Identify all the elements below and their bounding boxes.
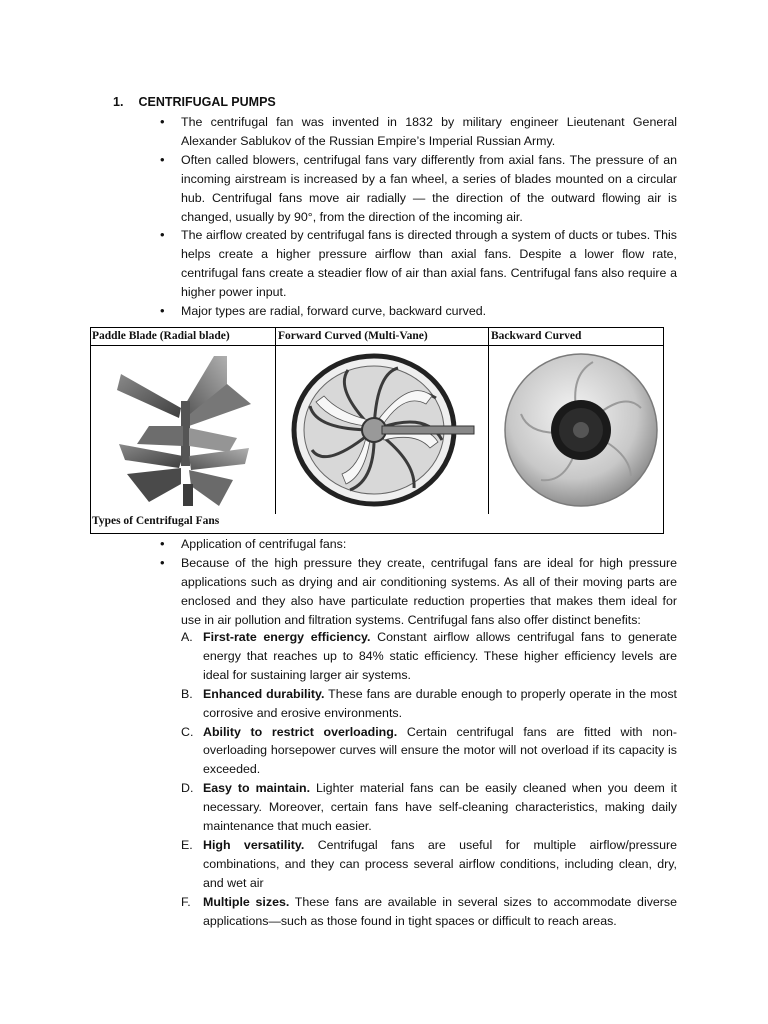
bullet-item: • Often called blowers, centrifugal fans vary differently from axial fans. The pressure of an incoming airstream is increased by a fan wheel, a series of blades mounted on a circular hub. Centrifugal fans move air radially — the direction of the outward flowing air is changed, usually by 90°, from the direction of the incoming air. — [160, 151, 677, 227]
column-divider — [488, 328, 489, 514]
forward-curved-fan-image — [286, 350, 476, 512]
benefit-item — [181, 723, 677, 780]
benefit-title: Easy to maintain. — [203, 781, 311, 796]
benefit-title: High versatility. — [203, 837, 305, 852]
benefit-item — [181, 779, 677, 836]
benefit-title: Multiple sizes. — [203, 894, 290, 909]
benefit-item — [181, 628, 677, 685]
benefit-letter: B. — [181, 686, 193, 701]
section-number: 1. — [113, 95, 124, 109]
benefit-text: These fans are durable enough to properly operate in the most corrosive and erosive environments. — [203, 686, 677, 720]
bullet-item: • Major types are radial, forward curve, backward curved. — [160, 302, 677, 321]
bullet-item: • Because of the high pressure they create, centrifugal fans are ideal for high pressure applications such as drying and air conditioning systems. As all of their moving parts are enclosed and they also have particulate reduction properties that makes them ideal for use in air pollution and filtration systems. Centrifugal fans also offer distinct benefits: — [160, 554, 677, 630]
benefit-text: Certain centrifugal fans are fitted with non-overloading horsepower curves will ensure the motor will not overload if its capacity is exceeded. — [203, 724, 678, 777]
benefit-text: Constant airflow allows centrifugal fans to generate energy that reaches up to 84% static efficiency. These higher efficiency levels are ideal for sustaining larger air systems. — [203, 630, 677, 682]
header-divider — [91, 345, 663, 346]
benefit-text: Lighter material fans can be easily cleaned when you deem it necessary. Moreover, certain fans have self-cleaning characteristics, making daily maintenance that much easier. — [203, 781, 677, 834]
section-heading — [113, 95, 276, 109]
column-header-forward: Forward Curved (Multi-Vane) — [278, 330, 428, 342]
benefit-item — [181, 836, 677, 893]
bullet-item: • The airflow created by centrifugal fans is directed through a system of ducts or tubes. This helps create a higher pressure airflow than axial fans. Despite a lower flow rate, centrifugal fans create a steadier flow of air than axial fans. Centrifugal fans also require a higher power input. — [160, 226, 677, 302]
bullet-item: • Application of centrifugal fans: — [160, 535, 677, 554]
benefit-text: Centrifugal fans are useful for multiple airflow/pressure combinations, and they can process several airflow conditions, including clean, dry, and wet air — [203, 837, 677, 890]
fan-types-table — [90, 327, 664, 534]
benefits-list — [181, 628, 677, 931]
section-title: CENTRIFUGAL PUMPS — [138, 95, 276, 109]
benefit-title: Enhanced durability. — [203, 686, 325, 701]
application-bullet-list — [160, 535, 677, 630]
column-header-backward: Backward Curved — [491, 330, 582, 342]
paddle-blade-fan-image — [109, 356, 259, 511]
column-header-radial: Paddle Blade (Radial blade) — [92, 330, 230, 342]
benefit-title: Ability to restrict overloading. — [203, 724, 398, 739]
benefit-title: First-rate energy efficiency. — [203, 630, 371, 644]
table-caption: Types of Centrifugal Fans — [92, 515, 220, 527]
column-divider — [275, 328, 276, 514]
benefit-letter: A. — [181, 630, 193, 644]
benefit-letter: F. — [181, 894, 191, 909]
benefit-text: These fans are available in several sizes to accommodate diverse applications—such as those found in tight spaces or difficult to reach areas. — [203, 894, 678, 928]
benefit-letter: D. — [181, 781, 194, 796]
benefit-item — [181, 685, 677, 723]
intro-bullet-list — [160, 113, 677, 321]
bullet-item: • The centrifugal fan was invented in 1832 by military engineer Lieutenant General Alexander Sablukov of the Russian Empire’s Imperial Russian Army. — [160, 113, 677, 151]
backward-curved-fan-image — [501, 348, 661, 513]
benefit-item — [181, 893, 677, 931]
benefit-letter: C. — [181, 724, 194, 739]
benefit-letter: E. — [181, 837, 193, 852]
